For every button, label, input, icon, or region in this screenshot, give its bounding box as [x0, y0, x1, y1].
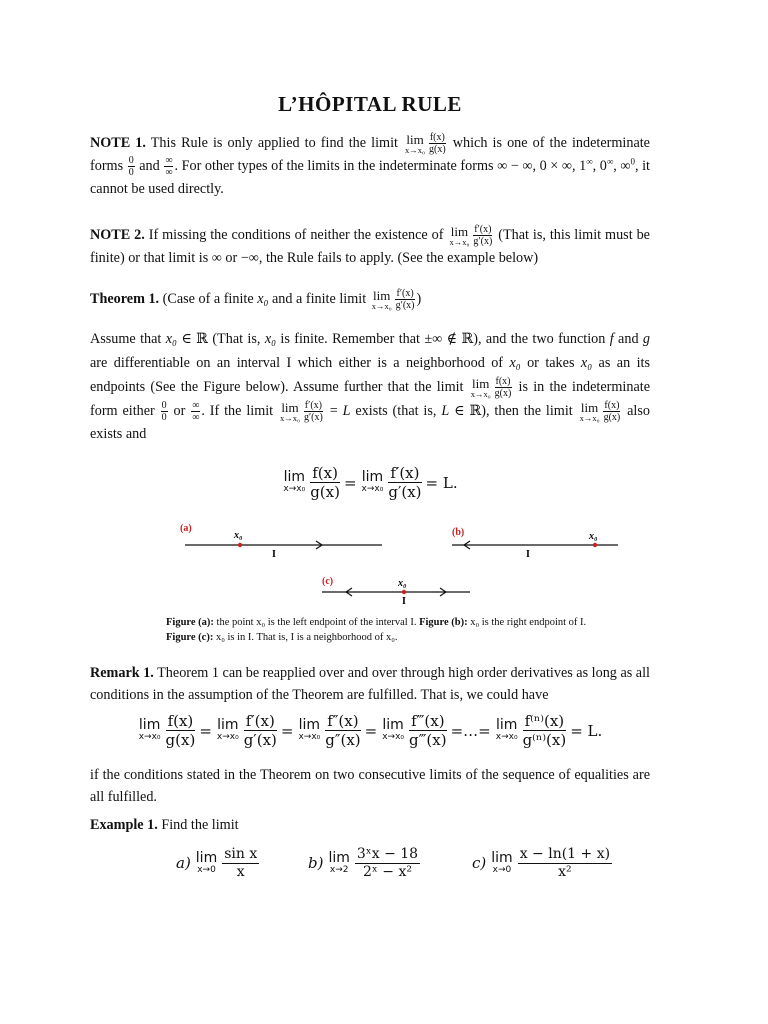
limit-expression: lim x→x₀ — [449, 223, 470, 247]
theorem-1-label: Theorem 1. — [90, 291, 160, 307]
remark-1-label: Remark 1. — [90, 665, 154, 681]
svg-text:x₀: x₀ — [589, 531, 598, 542]
page-title: L’HÔPITAL RULE — [278, 92, 462, 116]
figure-c-label: (c) — [322, 576, 334, 587]
example-c: c) lim x→0 $\frac{x - \ln(1 + x)}{\text{x²}}$ — [472, 846, 611, 880]
fraction-zero-over-zero: $\frac{0}{0}$ — [128, 155, 134, 179]
limit-expression: lim x→x₀ — [405, 131, 426, 155]
example-1-label: Example 1. — [90, 817, 158, 833]
assumption-paragraph: Assume that x₀ ∈ ℝ (That is, x₀ is finite. Remember that ±∞ ∉ ℝ), and the two function f and g are differentiable on an interval I which either is a neighborhood of x₀ or takes x₀ as an its endpoints (See the Figure below). Assume further that the limit lim x→x₀ $\frac{f(x)}{g(x)}$ is in the indeterminate form either $\frac{0}{0}$ or $\frac{\infty}{\infty}$ . If the limit lim x→x₀ $\frac{f'(x)}{g'(x)}$ = L exists (that is, L ∈ ℝ), then the limit lim x→x₀ $\frac{f(x)}{g(x)}$ also exists and — [90, 331, 650, 443]
limit-expression: lim x→x₀ — [371, 287, 392, 311]
figure-caption: Figure (a): the point x₀ is the left endpoint of the interval I. Figure (b): x₀ is the right endpoint of I. Figure (c): x₀ is in I. That is, I is a neighborhood of x₀. — [166, 617, 587, 644]
svg-text:I: I — [272, 549, 276, 560]
note-1: NOTE 1. This Rule is only applied to find the limit lim x→x₀ $\frac{f(x)}{g(x)}$ which is one of the indeterminate forms $\frac{0}{0}$ and $\frac{\infty}{\infty}$ . For other types of the limits in the indeterminate forms ∞ − ∞, 0 × ∞, 1∞, 0∞, ∞$^0$, it cannot be used directly. — [90, 131, 650, 198]
fraction-fp-over-gp: $\frac{f'(x)}{g'(x)}$ — [473, 224, 493, 248]
svg-text:I: I — [526, 549, 530, 560]
example-b: b) lim x→2 $\frac{\text{3ˣx − 18}}{\text{2ˣ − x²}}$ — [308, 846, 419, 880]
remark-conclusion: if the conditions stated in the Theorem on two consecutive limits of the sequence of equalities are all fulfilled. — [90, 767, 650, 805]
figure-a-label: (a) — [180, 523, 192, 534]
note-2-label: NOTE 2. — [90, 227, 145, 243]
remark-1: Remark 1. Theorem 1 can be reapplied over and over through high order derivatives as long as all conditions in the assumption of the Theorem are fulfilled. That is, we could have — [90, 665, 650, 703]
svg-text:x₀: x₀ — [398, 578, 407, 589]
fraction-f-over-g: $\frac{f(x)}{g(x)}$ — [429, 132, 446, 156]
example-1-limits — [174, 846, 654, 881]
theorem-1: Theorem 1. (Case of a finite x₀ and a finite limit lim x→x₀ $\frac{f'(x)}{g'(x)}$ ) — [90, 287, 422, 312]
interval-figure — [90, 515, 650, 610]
figure-b-label: (b) — [452, 527, 465, 538]
chain-formula: lim x→x₀ $\frac{f(x)}{g(x)}$ = lim x→x₀ $\frac{f'(x)}{g'(x)}$ = lim x→x₀ $\frac{f''(x)}{g''(x)}$ = lim x→x₀ $\frac{f‴(x)}{g‴(x)}$ =…= lim x→x₀ $\frac{\text{f⁽ⁿ⁾(x)}}{\text{g⁽ⁿ⁾(x)}}$ = L. — [138, 712, 603, 749]
fraction-inf-over-inf: $\frac{\infty}{\infty}$ — [165, 155, 173, 179]
fraction-fp-over-gp: $\frac{f'(x)}{g'(x)}$ — [395, 288, 415, 312]
note-2: NOTE 2. If missing the conditions of neither the existence of lim x→x₀ $\frac{f'(x)}{g'(x)}$ (That is, this limit must be finite) or that limit is ∞ or −∞, the Rule fails to apply. (See the example below) — [90, 223, 650, 267]
example-1: Example 1. Find the limit — [90, 817, 239, 833]
svg-text:x₀: x₀ — [234, 530, 243, 541]
example-a: a) lim x→0 $\frac{\text{sin x}}{x}$ — [176, 846, 258, 880]
svg-text:I: I — [402, 596, 406, 607]
note-1-label: NOTE 1. — [90, 135, 146, 151]
main-formula: lim x→x₀ $\frac{f(x)}{g(x)}$ = lim x→x₀ $\frac{f'(x)}{g'(x)}$ = L. — [283, 464, 458, 501]
